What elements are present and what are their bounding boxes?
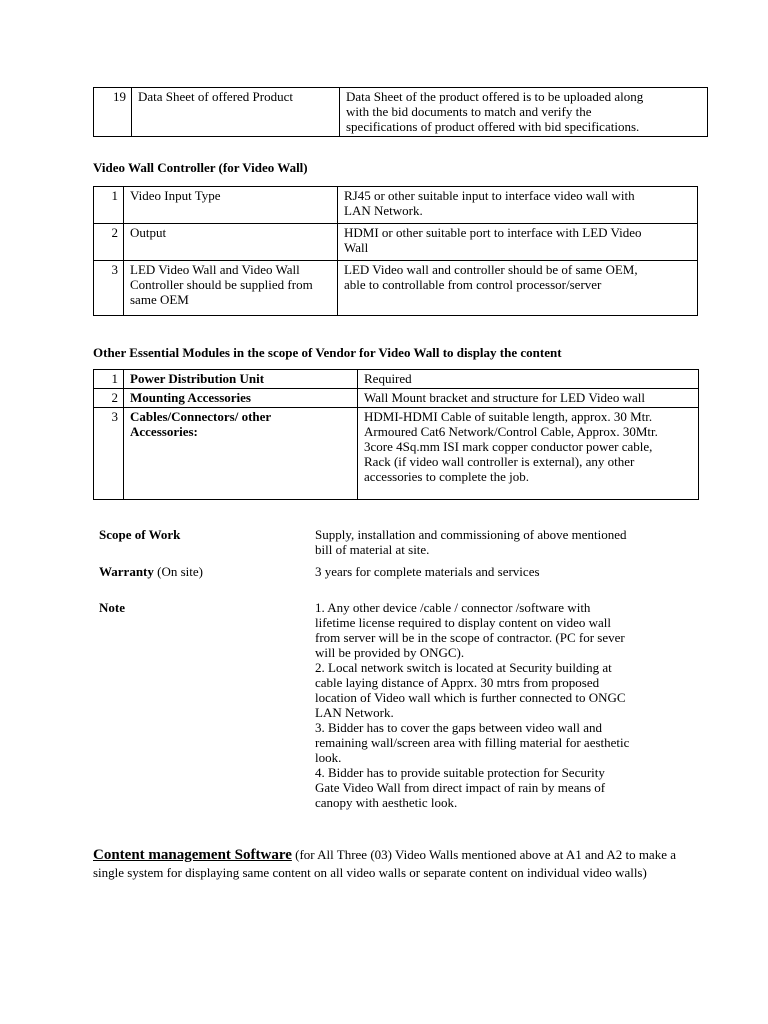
table-row: [94, 88, 708, 137]
section-heading-controller: Video Wall Controller (for Video Wall): [93, 160, 308, 175]
row-description: [340, 88, 708, 137]
description-line: RJ45 or other suitable input to interface video wall with: [344, 188, 635, 203]
row-number: 3: [94, 408, 124, 500]
row-description: [338, 187, 698, 224]
table-row: [94, 370, 699, 389]
row-description: [358, 389, 699, 408]
row-description: [358, 370, 699, 389]
note-label: [99, 600, 125, 615]
row-item: [124, 389, 358, 408]
note-line: 1. Any other device /cable / connector /software with: [315, 600, 591, 615]
note-line: canopy with aesthetic look.: [315, 795, 458, 810]
item-line: Power Distribution Unit: [130, 371, 265, 386]
table-row: [94, 224, 698, 261]
note-label-text: Note: [99, 600, 125, 615]
note-line: lifetime license required to display content on video wall: [315, 615, 612, 630]
cms-paragraph: [93, 846, 693, 881]
description-line: LAN Network.: [344, 203, 423, 218]
row-item: Data Sheet of offered Product: [132, 88, 340, 137]
warranty-value: 3 years for complete materials and services: [315, 564, 540, 579]
description-line: with the bid documents to match and verify the: [346, 104, 592, 119]
scope-line: Supply, installation and commissioning of above mentioned: [315, 527, 627, 542]
description-line: able to controllable from control processor/server: [344, 277, 602, 292]
description-line: HDMI-HDMI Cable of suitable length, approx. 30 Mtr.: [364, 409, 653, 424]
table-row: [94, 389, 699, 408]
description-line: Rack (if video wall controller is external), any other: [364, 454, 635, 469]
row-number: 1: [94, 370, 124, 389]
scope-line: bill of material at site.: [315, 542, 430, 557]
note-line: Gate Video Wall from direct impact of rain by means of: [315, 780, 606, 795]
item-line: Video Input Type: [130, 188, 221, 203]
table-row: [94, 408, 699, 500]
datasheet-table: [93, 87, 708, 137]
description-line: Wall: [344, 240, 369, 255]
warranty-label-bold: Warranty: [99, 564, 154, 579]
row-item: [124, 408, 358, 500]
modules-table: [93, 369, 699, 500]
description-line: accessories to complete the job.: [364, 469, 529, 484]
note-line: cable laying distance of Apprx. 30 mtrs from proposed: [315, 675, 600, 690]
description-line: LED Video wall and controller should be of same OEM,: [344, 262, 638, 277]
row-item: [124, 187, 338, 224]
note-line: location of Video wall which is further connected to ONGC: [315, 690, 626, 705]
note-line: 3. Bidder has to cover the gaps between video wall and: [315, 720, 602, 735]
description-line: Required: [364, 371, 412, 386]
cms-lead: Content management Software: [93, 847, 292, 863]
item-line: same OEM: [130, 292, 189, 307]
item-line: Mounting Accessories: [130, 390, 251, 405]
note-line: look.: [315, 750, 342, 765]
description-line: Armoured Cat6 Network/Control Cable, Approx. 30Mtr.: [364, 424, 658, 439]
description-line: specifications of product offered with bid specifications.: [346, 119, 640, 134]
table-row: [94, 261, 698, 316]
description-line: Data Sheet of the product offered is to be uploaded along: [346, 89, 644, 104]
controller-table: [93, 186, 698, 316]
item-line: Cables/Connectors/ other: [130, 409, 272, 424]
row-number: 2: [94, 224, 124, 261]
row-item: [124, 261, 338, 316]
warranty-label: [99, 564, 203, 579]
note-line: will be provided by ONGC).: [315, 645, 465, 660]
note-line: 4. Bidder has to provide suitable protection for Security: [315, 765, 605, 780]
note-line: from server will be in the scope of contractor. (PC for sever: [315, 630, 625, 645]
row-item: [124, 370, 358, 389]
scope-label-text: Scope of Work: [99, 527, 181, 542]
warranty-label-rest: (On site): [153, 564, 203, 579]
row-description: [338, 261, 698, 316]
note-line: 2. Local network switch is located at Security building at: [315, 660, 612, 675]
row-description: [338, 224, 698, 261]
description-line: 3core 4Sq.mm ISI mark copper conductor power cable,: [364, 439, 653, 454]
item-line: Controller should be supplied from: [130, 277, 313, 292]
row-number: 1: [94, 187, 124, 224]
note-body: [315, 600, 665, 810]
cms-text: (for All Three (03) Video Walls mentioned above at A1 and A2 to make a single system for displaying same content on all video walls or separate content on individual video walls): [93, 847, 676, 880]
note-line: remaining wall/screen area with filling material for aesthetic: [315, 735, 630, 750]
item-line: Accessories:: [130, 424, 198, 439]
scope-label: [99, 527, 180, 542]
description-line: Wall Mount bracket and structure for LED Video wall: [364, 390, 645, 405]
row-number: 19: [94, 88, 132, 137]
scope-value: [315, 527, 665, 557]
row-item: [124, 224, 338, 261]
item-line: LED Video Wall and Video Wall: [130, 262, 300, 277]
row-number: 2: [94, 389, 124, 408]
row-description: [358, 408, 699, 500]
description-line: HDMI or other suitable port to interface with LED Video: [344, 225, 642, 240]
note-line: LAN Network.: [315, 705, 394, 720]
section-heading-modules: Other Essential Modules in the scope of Vendor for Video Wall to display the content: [93, 345, 562, 360]
item-line: Output: [130, 225, 167, 240]
row-number: 3: [94, 261, 124, 316]
table-row: [94, 187, 698, 224]
